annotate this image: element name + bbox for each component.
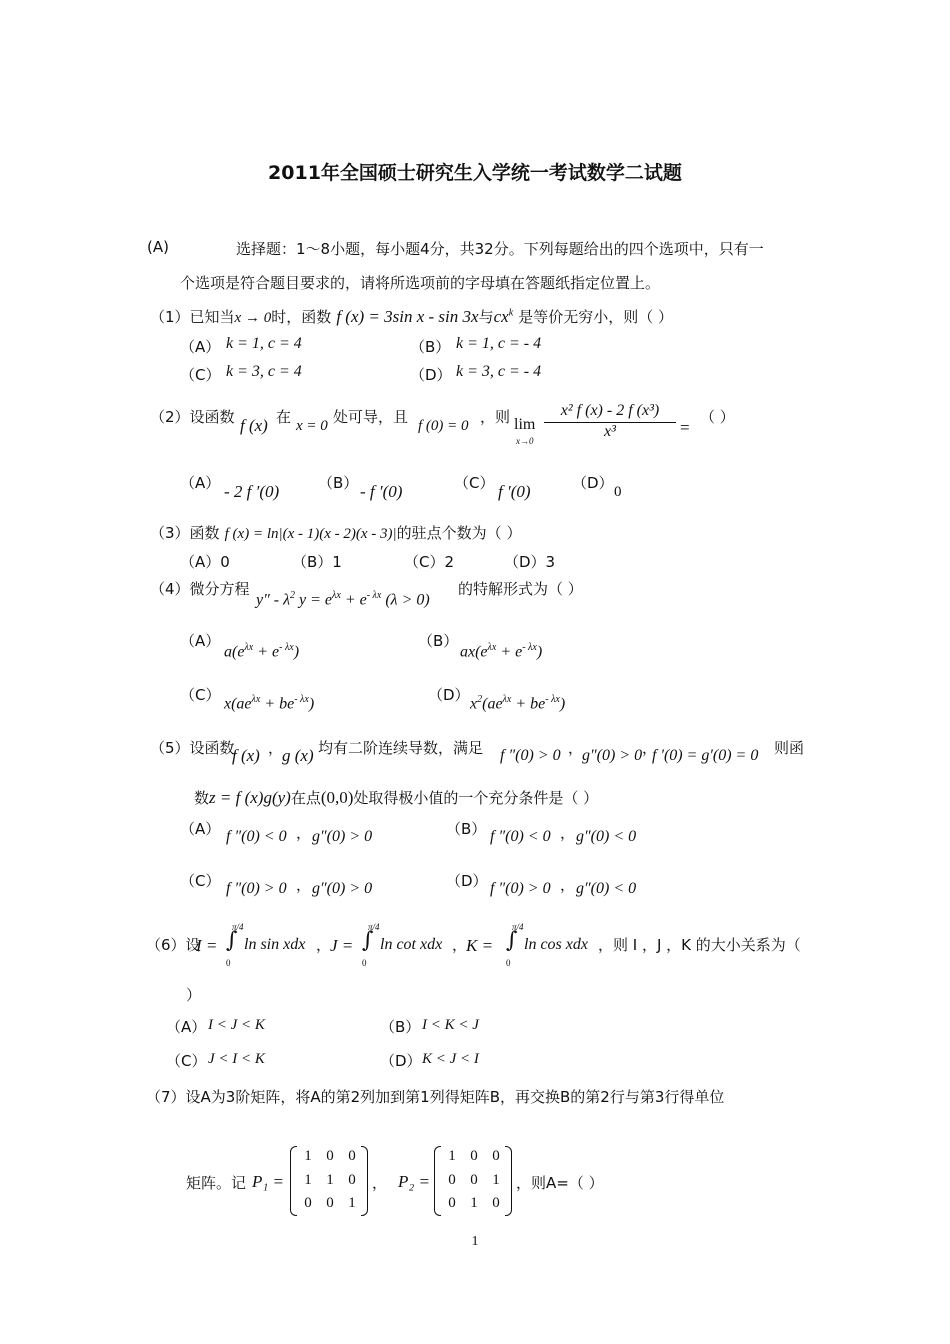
q6-I: I = (196, 936, 218, 955)
q6-K: K = (466, 936, 494, 955)
q6-tail: ，则 I ，J ，K 的大小关系为（ (598, 936, 801, 954)
q6-upper-3: π/4 (512, 922, 524, 932)
q5-option-c-1: f ″(0) > 0 (226, 880, 287, 897)
q2-at: 在 (276, 408, 292, 426)
P1-cell: 1 (326, 1172, 334, 1188)
q4-option-c-label: （C） (180, 686, 221, 704)
q4-equation: $y'' - \lambda^2$ $y = e^{\lambda x} + e^{- \lambda x}$ (λ > 0) (256, 590, 430, 609)
q1-option-b-label: （B） (410, 338, 451, 356)
q6-option-c-label: （C） (166, 1052, 207, 1070)
q6-upper-1: π/4 (232, 922, 244, 932)
P2-cell: 1 (448, 1148, 456, 1164)
q5-cond1: f ″(0) > 0 (500, 747, 561, 764)
q2-f0: f (0) = 0 (418, 418, 469, 434)
q6-integral-sign-1: ∫ (226, 928, 238, 953)
q6-integral-sign-3: ∫ (506, 928, 518, 953)
P1-cell: 0 (326, 1148, 334, 1164)
q1-mid: 时，函数 (271, 308, 332, 326)
q1-option-d: k = 3, c = - 4 (456, 363, 542, 380)
P1-cell: 1 (304, 1148, 312, 1164)
q6-prefix: （6）设 (146, 936, 201, 954)
q3-function: f (x) = ln|(x - 1)(x - 2)(x - 3)| (224, 526, 397, 542)
q7-P2-label: P₂ = (398, 1172, 431, 1191)
q6-option-b: I < K < J (422, 1017, 479, 1033)
q1-option-b: k = 1, c = - 4 (456, 335, 542, 352)
q5-prefix: （5）设函数 (150, 739, 235, 757)
section-label: (A) (147, 238, 169, 256)
q1-function: f (x) = 3sin x - sin 3x (336, 307, 479, 326)
q4-option-a: $a(e^{\lambda x} + e^{- \lambda x})$ (224, 642, 300, 661)
q7-P1-label: P₁ = (252, 1172, 285, 1191)
q6-option-c: J < I < K (208, 1051, 265, 1067)
q7-sep: ， (372, 1174, 388, 1192)
q5-option-a-2: g″(0) > 0 (312, 828, 373, 845)
q2-lim-sub: x→0 (516, 436, 534, 446)
q5-line2-b: 在点 (290, 789, 321, 807)
q5-tail: 则函 (774, 739, 805, 757)
q5-comma: ， (268, 739, 284, 757)
P2-cell: 0 (492, 1148, 500, 1164)
q5-option-d-2: g″(0) < 0 (576, 880, 637, 897)
q3-option-d: （D）3 (504, 553, 556, 571)
q5-option-d-1: f ″(0) > 0 (490, 880, 551, 897)
q6-upper-2: π/4 (368, 922, 380, 932)
P2-cell: 0 (492, 1195, 500, 1211)
q5-option-c-2: g″(0) > 0 (312, 880, 373, 897)
question-3-stem (150, 522, 521, 543)
q2-option-c: f ′(0) (498, 482, 531, 501)
q5-cond3: f ′(0) = g′(0) = 0 (652, 747, 759, 764)
q7-line1: （7）设A为3阶矩阵，将A的第2列加到第1列得矩阵B，再交换B的第2行与第3行得单位 (146, 1088, 725, 1106)
q6-J: J = (330, 936, 354, 955)
q4-option-b: $ax(e^{\lambda x} + e^{- \lambda x})$ (460, 642, 543, 661)
q5-comma-3: ， (642, 739, 658, 757)
P1-cell: 0 (326, 1195, 334, 1211)
q7-matrix-P1 (290, 1146, 368, 1216)
q5-option-c-comma: ， (296, 876, 312, 894)
q6-option-a-label: （A） (166, 1018, 207, 1036)
q6-lower-1: 0 (226, 958, 231, 968)
q5-gx: g (x) (282, 746, 314, 765)
q1-prefix: （1）已知当 (150, 308, 235, 326)
q4-option-d-label: （D） (428, 686, 470, 704)
q4-suffix: 的特解形式为（ ） (458, 580, 583, 598)
q5-option-d-comma: ， (560, 876, 576, 894)
q2-prefix: （2）设函数 (150, 408, 235, 426)
q2-option-b: - f ′(0) (360, 482, 403, 501)
q3-option-b: （B）1 (292, 553, 342, 571)
q1-option-c-label: （C） (180, 366, 221, 384)
page-title: 2011年全国硕士研究生入学统一考试数学二试题 (268, 162, 682, 184)
P2-cell: 0 (448, 1195, 456, 1211)
q1-suffix: 是等价无穷小，则（ ） (518, 308, 674, 326)
q4-prefix: （4）微分方程 (150, 580, 250, 598)
P2-cell: 1 (470, 1195, 478, 1211)
q5-mid: 均有二阶连续导数，满足 (318, 739, 484, 757)
P2-cell: 0 (470, 1148, 478, 1164)
q7-line2-a: 矩阵。记 (186, 1174, 247, 1192)
q5-point: (0,0) (320, 788, 354, 807)
page-number: 1 (471, 1234, 479, 1249)
q5-line2-a: 数 (194, 789, 210, 807)
q5-line2-c: 处取得极小值的一个充分条件是（ ） (353, 789, 599, 807)
q4-option-a-label: （A） (180, 632, 221, 650)
q6-option-b-label: （B） (380, 1018, 421, 1036)
q3-suffix: 的驻点个数为（ ） (396, 524, 522, 542)
q5-option-c-label: （C） (180, 872, 221, 890)
P1-cell: 1 (304, 1172, 312, 1188)
q5-comma-2: ， (568, 739, 584, 757)
P2-cell: 0 (470, 1172, 478, 1188)
q6-lower-2: 0 (362, 958, 367, 968)
q1-option-a-label: （A） (180, 338, 221, 356)
q2-option-b-label: （B） (318, 474, 359, 492)
q6-K-integrand: ln cos xdx (524, 936, 588, 953)
P1-cell: 1 (348, 1195, 356, 1211)
q6-J-integrand: ln cot xdx (380, 936, 443, 953)
q1-condition: x → 0 (234, 310, 272, 326)
q2-option-a: - 2 f ′(0) (224, 482, 280, 501)
q5-option-d-label: （D） (446, 872, 488, 890)
q4-option-c: $x(ae^{\lambda x} + be^{- \lambda x})$ (224, 694, 315, 713)
q1-option-c: k = 3, c = 4 (226, 363, 302, 380)
q2-lim: lim (514, 416, 536, 433)
q2-fx: f (x) (240, 416, 268, 435)
q6-sep-1: ， (316, 936, 332, 954)
section-instruction-line2: 个选项是符合题目要求的，请将所选项前的字母填在答题纸指定位置上。 (180, 274, 661, 292)
q5-option-b-label: （B） (446, 820, 487, 838)
q1-conn: 与 (478, 308, 494, 326)
section-instruction-line1: 选择题：1～8小题，每小题4分，共32分。下列每题给出的四个选项中，只有一 (236, 240, 764, 258)
q7-matrix-P2 (434, 1146, 512, 1216)
q2-blank: （ ） (700, 408, 735, 426)
q2-numerator: x² f (x) - 2 f (x³) (544, 402, 676, 423)
q5-option-a-comma: ， (296, 824, 312, 842)
q6-integral-sign-2: ∫ (362, 928, 374, 953)
q2-fraction (544, 402, 676, 441)
q5-fx: f (x) (232, 746, 260, 765)
q6-option-d: K < J < I (422, 1051, 479, 1067)
P1-cell: 0 (304, 1195, 312, 1211)
q6-sep-2: ， (452, 936, 468, 954)
q5-cond2: g″(0) > 0 (582, 747, 643, 764)
q2-diff: 处可导，且 (333, 408, 409, 426)
P1-cell: 0 (348, 1148, 356, 1164)
q5-z: z = f (x)g(y) (209, 788, 291, 807)
q1-cx: cx (493, 307, 509, 326)
q2-option-d: 0 (614, 484, 622, 500)
q4-option-b-label: （B） (418, 632, 459, 650)
q5-option-a-1: f ″(0) < 0 (226, 828, 287, 845)
q2-option-c-label: （C） (454, 474, 495, 492)
q6-close: ） (186, 986, 202, 1004)
q2-option-d-label: （D） (572, 474, 614, 492)
q5-line2 (194, 787, 598, 808)
q7-line2-b: ，则A=（ ） (516, 1174, 604, 1192)
q5-option-b-comma: ， (560, 824, 576, 842)
q2-option-a-label: （A） (180, 474, 221, 492)
q4-option-d: $x^2(ae^{\lambda x} + be^{- \lambda x})$ (470, 694, 566, 713)
q5-option-a-label: （A） (180, 820, 221, 838)
q6-option-a: I < J < K (208, 1017, 265, 1033)
q2-equals: = (680, 418, 690, 437)
q2-then: ，则 (480, 408, 511, 426)
q3-option-a: （A）0 (180, 553, 230, 571)
P2-cell: 0 (448, 1172, 456, 1188)
q2-denominator: x³ (604, 423, 616, 440)
q5-option-b-1: f ″(0) < 0 (490, 828, 551, 845)
q3-option-c: （C）2 (404, 553, 455, 571)
q1-k-exponent: k (508, 307, 514, 319)
q1-option-d-label: （D） (410, 366, 452, 384)
q6-lower-3: 0 (506, 958, 511, 968)
q5-option-b-2: g″(0) < 0 (576, 828, 637, 845)
q1-option-a: k = 1, c = 4 (226, 335, 302, 352)
question-1-stem (150, 306, 673, 327)
q2-x0: x = 0 (296, 418, 328, 434)
q3-prefix: （3）函数 (150, 524, 220, 542)
P2-cell: 1 (492, 1172, 500, 1188)
P1-cell: 0 (348, 1172, 356, 1188)
q6-I-integrand: ln sin xdx (244, 936, 306, 953)
q6-option-d-label: （D） (380, 1052, 422, 1070)
